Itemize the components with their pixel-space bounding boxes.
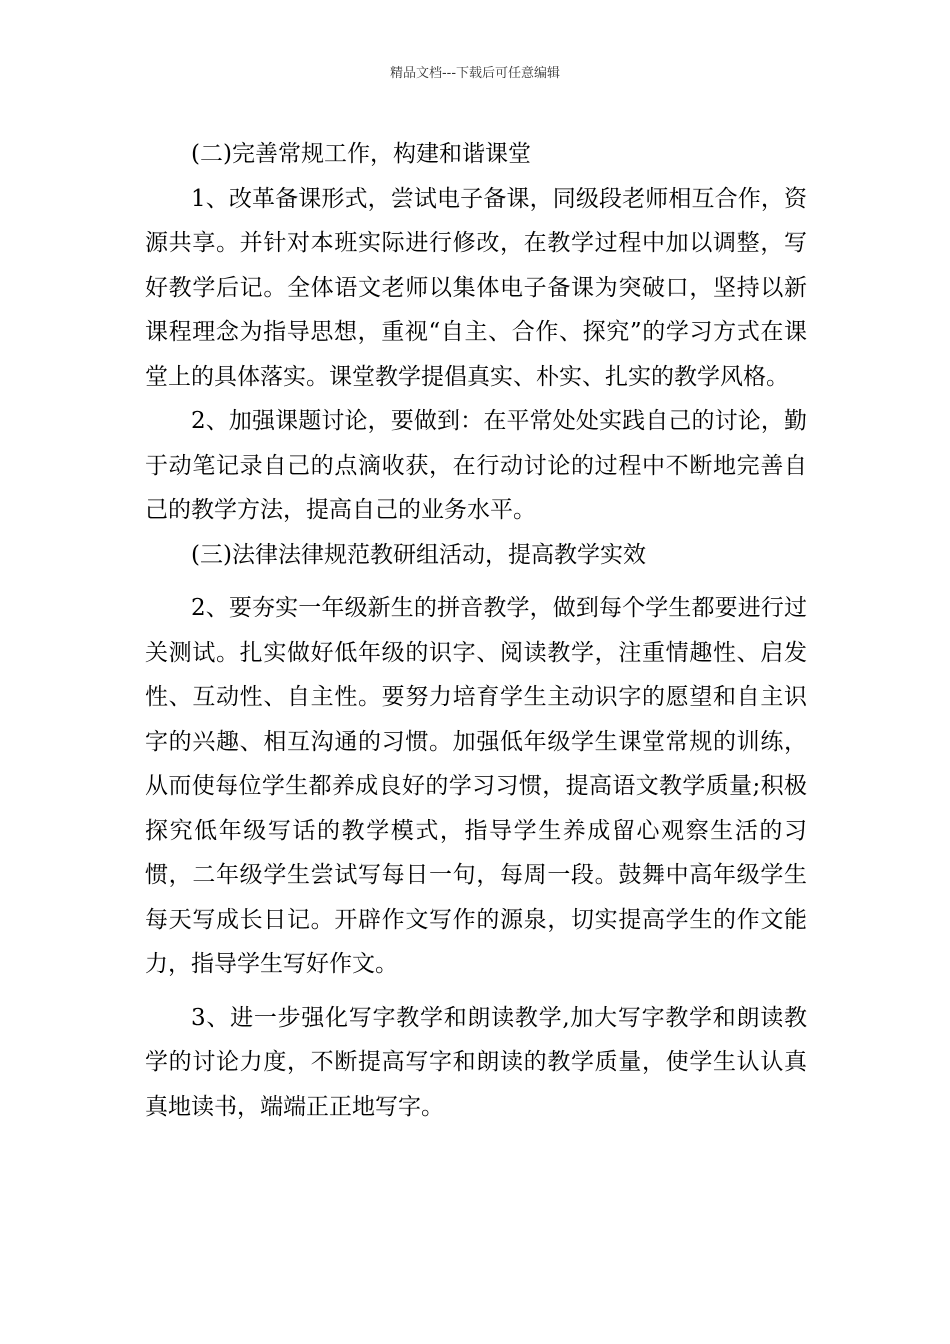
section-heading: (二)完善常规工作，构建和谐课堂 bbox=[191, 141, 531, 167]
page-header: 精品文档---下载后可任意编辑 bbox=[389, 66, 561, 81]
paragraph: 3、进一步强化写字教学和朗读教学,加大写字教学和朗读教学的讨论力度，不断提高写字和朗读的教学质量，使学生认认真真地读书，端端正正地写字。 bbox=[145, 1004, 807, 1120]
paragraph: 2、加强课题讨论，要做到：在平常处处实践自己的讨论，勤于动笔记录自己的点滴收获，在行动讨论的过程中不断地完善自己的教学方法，提高自己的业务水平。 bbox=[145, 408, 807, 523]
document-body bbox=[145, 132, 807, 1129]
paragraph: 1、改革备课形式，尝试电子备课，同级段老师相互合作，资源共享。并针对本班实际进行修改，在教学过程中加以调整，写好教学后记。全体语文老师以集体电子备课为突破口，坚持以新课程理念为指导思想，重视“自主、合作、探究”的学习方式在课堂上的具体落实。课堂教学提倡真实、朴实、扎实的教学风格。 bbox=[145, 185, 807, 390]
paragraph: 2、要夯实一年级新生的拼音教学，做到每个学生都要进行过关测试。扎实做好低年级的识字、阅读教学，注重情趣性、启发性、互动性、自主性。要努力培育学生主动识字的愿望和自主识字的兴趣、相互沟通的习惯。加强低年级学生课堂常规的训练，从而使每位学生都养成良好的学习习惯，提高语文教学质量;积极探究低年级写话的教学模式，指导学生养成留心观察生活的习惯，二年级学生尝试写每日一句，每周一段。鼓舞中高年级学生每天写成长日记。开辟作文写作的源泉，切实提高学生的作文能力，指导学生写好作文。 bbox=[145, 595, 807, 977]
section-heading: (三)法律法律规范教研组活动，提高教学实效 bbox=[191, 541, 646, 568]
